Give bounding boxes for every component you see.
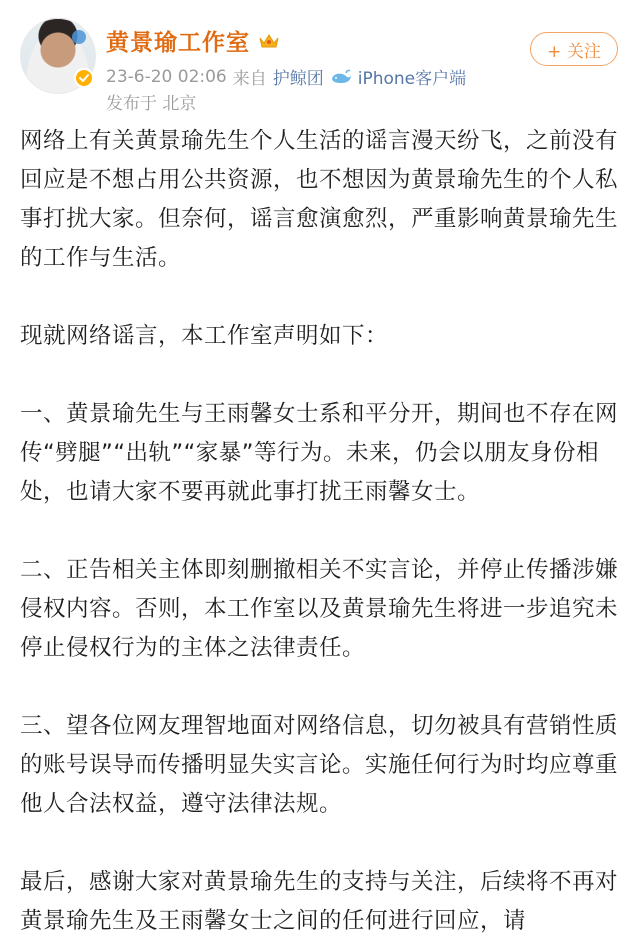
post-content <box>20 122 625 941</box>
verified-badge-icon <box>74 68 94 88</box>
crown-icon <box>258 32 280 50</box>
post-paragraph: 现就网络谣言，本工作室声明如下： <box>20 323 389 349</box>
post-timestamp: 23-6-20 02:06 <box>106 66 227 87</box>
avatar-decoration <box>72 30 86 44</box>
post-header <box>0 0 640 120</box>
author-name[interactable]: 黄景瑜工作室 <box>106 30 250 56</box>
post-paragraph: 三、望各位网友理智地面对网络信息，切勿被具有营销性质的账号误导而传播明显失实言论。实施任何行为时均应尊重他人合法权益，遵守法律法规。 <box>20 713 619 817</box>
follow-button[interactable] <box>530 32 618 66</box>
post-paragraph: 二、正告相关主体即刻删撤相关不实言论，并停止传播涉嫌侵权内容。否则，本工作室以及黄景瑜先生将进一步追究未停止侵权行为的主体之法律责任。 <box>20 557 619 661</box>
source-app-link[interactable]: 护鲸团 <box>272 69 324 89</box>
post-meta <box>106 64 466 89</box>
post-paragraph: 一、黄景瑜先生与王雨馨女士系和平分开，期间也不存在网传“劈腿”“出轨”“家暴”等行为。未来，仍会以朋友身份相处，也请大家不要再就此事打扰王雨馨女士。 <box>20 401 619 505</box>
source-prefix: 来自 <box>232 69 267 89</box>
post-paragraph: 网络上有关黄景瑜先生个人生活的谣言漫天纷飞，之前没有回应是不想占用公共资源，也不想因为黄景瑜先生的个人私事打扰大家。但奈何，谣言愈演愈烈，严重影响黄景瑜先生的工作与生活。 <box>20 128 619 271</box>
source-device-link[interactable]: iPhone客户端 <box>357 69 467 89</box>
follow-label: + 关注 <box>547 41 601 62</box>
whale-icon <box>330 68 352 86</box>
post-paragraph: 最后，感谢大家对黄景瑜先生的支持与关注，后续将不再对黄景瑜先生及王雨馨女士之间的任何进行回应，请 <box>20 869 619 934</box>
post-location: 发布于 北京 <box>106 94 197 114</box>
author-row <box>106 24 280 57</box>
